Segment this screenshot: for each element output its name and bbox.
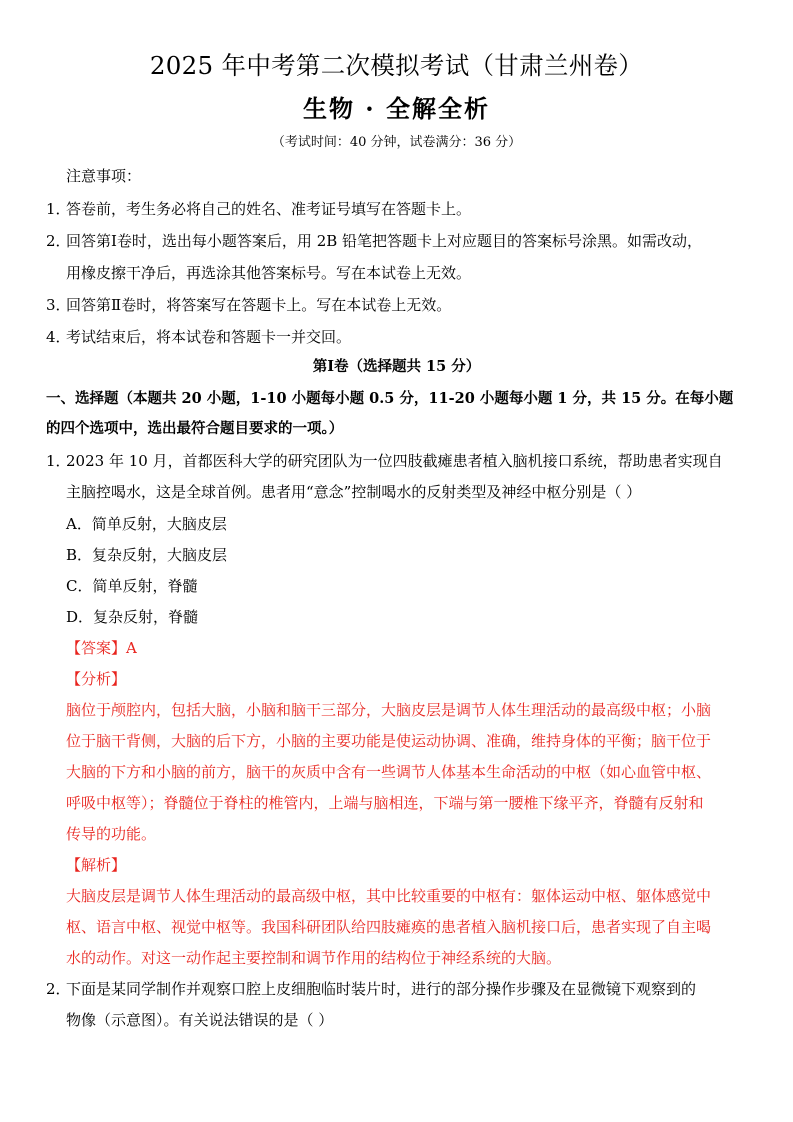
- explanation-line: 大脑皮层是调节人体生理活动的最高级中枢，其中比较重要的中枢有：躯体运动中枢、躯体感觉中: [66, 887, 712, 905]
- question-stem-text: 下面是某同学制作并观察口腔上皮细胞临时装片时，进行的部分操作步骤及在显微镜下观察到的: [66, 980, 697, 998]
- exam-info: （考试时间：40 分钟，试卷满分：36 分）: [271, 135, 522, 150]
- question-number: 1．: [46, 452, 71, 470]
- question-1-option-c: C．简单反射，脊髓: [66, 577, 198, 595]
- analysis-line: 脑位于颅腔内，包括大脑，小脑和脑干三部分，大脑皮层是调节人体生理活动的最高级中枢；小脑: [66, 701, 712, 719]
- notice-item: [46, 231, 702, 251]
- notice-heading: 注意事项：: [66, 167, 142, 185]
- notice-item-text: 回答第Ⅱ卷时，将答案写在答题卡上。写在本试卷上无效。: [66, 296, 452, 314]
- question-1-option-b: B．复杂反射，大脑皮层: [66, 546, 228, 564]
- question-1-stem: [46, 451, 723, 471]
- notice-item-continuation: 用橡皮擦干净后，再选涂其他答案标号。写在本试卷上无效。: [66, 264, 472, 282]
- question-2-stem-line2: 物像（示意图）。有关说法错误的是（ ）: [66, 1011, 334, 1029]
- notice-item-text: 回答第Ⅰ卷时，选出每小题答案后，用 2B 铅笔把答题卡上对应题目的答案标号涂黑。如需改动，: [66, 232, 703, 250]
- question-1-option-d: D．复杂反射，脊髓: [66, 608, 199, 626]
- part-heading-line2: 的四个选项中，选出最符合题目要求的一项。）: [46, 420, 344, 437]
- analysis-line: 大脑的下方和小脑的前方，脑干的灰质中含有一些调节人体基本生命活动的中枢（如心血管中枢、: [66, 763, 712, 781]
- notice-item-number: 1．: [46, 200, 71, 218]
- notice-item-number: 4．: [46, 328, 71, 346]
- question-1-answer: 【答案】A: [66, 639, 137, 657]
- question-1-option-a: A．简单反射，大脑皮层: [66, 515, 227, 533]
- notice-item-text: 考试结束后，将本试卷和答题卡一并交回。: [66, 328, 352, 346]
- question-1-analysis-label: 【分析】: [66, 670, 127, 688]
- analysis-line: 位于脑干背侧，大脑的后下方，小脑的主要功能是使运动协调、准确，维持身体的平衡；脑干位于: [66, 732, 712, 750]
- question-number: 2．: [46, 980, 71, 998]
- notice-item-number: 2．: [46, 232, 71, 250]
- analysis-line: 传导的功能。: [66, 825, 157, 843]
- notice-item: [46, 199, 471, 219]
- part-heading-line1: 一、选择题（本题共 20 小题，1-10 小题每小题 0.5 分，11-20 小题每小题 1 分，共 15 分。在每小题: [46, 390, 734, 407]
- question-1-explain-label: 【解析】: [66, 856, 127, 874]
- notice-item-number: 3．: [46, 296, 71, 314]
- notice-item-text: 答卷前，考生务必将自己的姓名、准考证号填写在答题卡上。: [66, 200, 472, 218]
- exam-subtitle: 生物 · 全解全析: [302, 94, 491, 123]
- exam-title: 2025 年中考第二次模拟考试（甘肃兰州卷）: [149, 51, 644, 80]
- question-1-stem-line2: 主脑控喝水，这是全球首例。患者用“意念”控制喝水的反射类型及神经中枢分别是（ ）: [66, 483, 642, 501]
- analysis-line: 呼吸中枢等）；脊髓位于脊柱的椎管内，上端与脑相连，下端与第一腰椎下缘平齐，脊髓有反射和: [66, 794, 704, 812]
- question-stem-text: 2023 年 10 月，首都医科大学的研究团队为一位四肢截瘫患者植入脑机接口系统，帮助患者实现自: [66, 452, 723, 470]
- question-2-stem: [46, 979, 696, 999]
- explanation-line: 枢、语言中枢、视觉中枢等。我国科研团队给四肢瘫痪的患者植入脑机接口后，患者实现了自主喝: [66, 918, 712, 936]
- explanation-line: 水的动作。对这一动作起主要控制和调节作用的结构位于神经系统的大脑。: [66, 949, 562, 967]
- volume-title: 第Ⅰ卷（选择题共 15 分）: [312, 358, 481, 375]
- notice-item: [46, 327, 351, 347]
- notice-item: [46, 295, 451, 315]
